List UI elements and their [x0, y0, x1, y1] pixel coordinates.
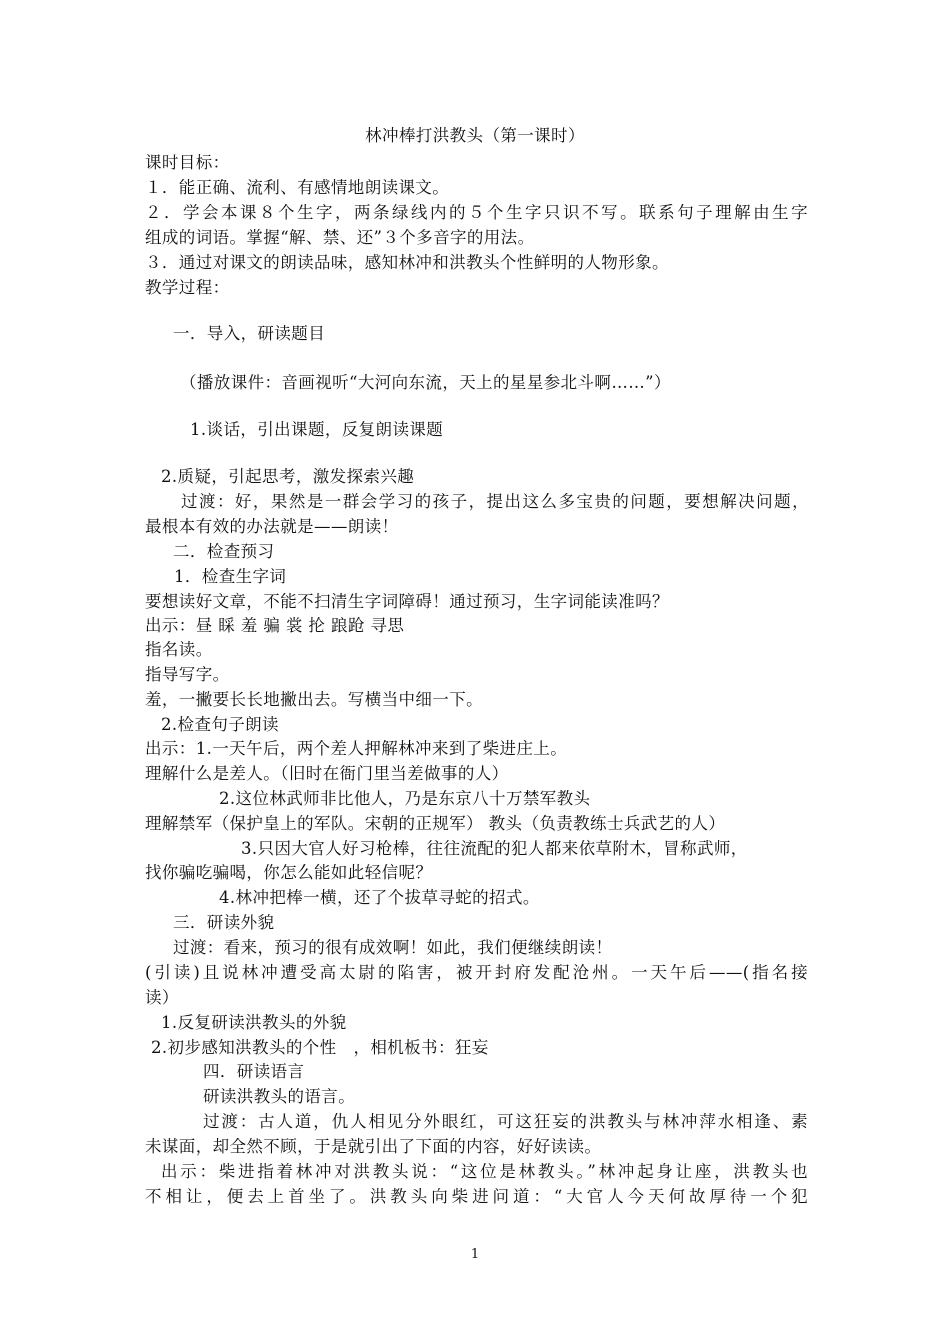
part-3-transition: 过渡：看来，预习的很有成效啊！如此，我们便继续朗读！: [173, 938, 613, 957]
part-4-transition-line-2: 未谋面，却全然不顾，于是就引出了下面的内容，好好读读。: [145, 1137, 602, 1156]
part-1-step-1: 1.谈话，引出课题，反复朗读课题: [190, 420, 444, 439]
part-3-step-1: 1.反复研读洪教头的外貌: [161, 1013, 347, 1032]
part-2-sentence-4: 4.林冲把棒一横，还了个拔草寻蛇的招式。: [219, 888, 540, 907]
section-heading-process: 教学过程：: [145, 278, 230, 297]
part-2-step-1: 1．检查生字词: [174, 567, 287, 586]
objective-3: ３．通过对课文的朗读品味，感知林冲和洪教头个性鲜明的人物形象。: [145, 253, 669, 272]
part-2-heading: 二．检查预习: [173, 542, 275, 561]
part-1-step-2: 2.质疑，引起思考，激发探索兴趣: [161, 467, 415, 486]
objective-2-line-1: ２．学会本课８个生字，两条绿线内的５个生字只识不写。联系句子理解由生字: [145, 203, 808, 222]
part-2-call-names: 指名读。: [145, 640, 213, 659]
part-1-heading: 一．导入，研读题目: [173, 324, 326, 343]
section-heading-objectives: 课时目标：: [145, 153, 230, 172]
part-2-sentence-1: 出示：1.一天午后，两个差人押解林冲来到了柴进庄上。: [145, 739, 568, 758]
part-2-question: 要想读好文章，不能不扫清生字词障碍！通过预习，生字词能读准吗？: [145, 592, 669, 611]
page-number: 1: [470, 1247, 480, 1262]
part-4-transition-line-1: 过渡：古人道，仇人相见分外眼红，可这狂妄的洪教头与林冲萍水相逢、素: [203, 1112, 808, 1131]
part-2-sentence-3-line-1: 3.只因大官人好习枪棒，往往流配的犯人都来依草附木，冒称武师，: [241, 839, 748, 858]
objective-2-line-2: 组成的词语。掌握“解、禁、还”３个多音字的用法。: [145, 228, 535, 247]
part-2-writing-tip: 羞，一撇要长长地撇出去。写横当中细一下。: [145, 690, 483, 709]
part-2-explain-1: 理解什么是差人。（旧时在衙门里当差做事的人）: [145, 764, 509, 783]
part-4-excerpt-line-2: 不相让，便去上首坐了。洪教头向柴进问道：“大官人今天何故厚待一个犯: [145, 1187, 808, 1206]
part-2-guide-writing: 指导写字。: [145, 665, 230, 684]
part-1-transition-line-1: 过渡：好，果然是一群会学习的孩子，提出这么多宝贵的问题，要想解决问题，: [181, 492, 809, 511]
part-2-sentence-3-line-2: 找你骗吃骗喝，你怎么能如此轻信呢？: [145, 863, 433, 882]
part-2-explain-2: 理解禁军（保护皇上的军队。宋朝的正规军） 教头（负责教练士兵武艺的人）: [145, 814, 726, 833]
part-1-transition-line-2: 最根本有效的办法就是——朗读！: [145, 517, 399, 536]
part-4-intro: 研读洪教头的语言。: [203, 1087, 356, 1106]
part-2-step-2: 2.检查句子朗读: [161, 715, 279, 734]
part-4-heading: 四．研读语言: [203, 1062, 305, 1081]
part-4-excerpt-line-1: 出示：柴进指着林冲对洪教头说：“这位是林教头。”林冲起身让座，洪教头也: [161, 1162, 808, 1181]
document-title: 林冲棒打洪教头（第一课时）: [365, 126, 585, 145]
part-3-step-2: 2.初步感知洪教头的个性 ，相机板书：狂妄: [151, 1038, 489, 1057]
part-3-lead-read-line-2: 读）: [145, 988, 179, 1007]
part-1-courseware-note: （播放课件：音画视听“大河向东流，天上的星星参北斗啊……”）: [180, 373, 671, 392]
part-3-lead-read-line-1: (引读)且说林冲遭受高太尉的陷害，被开封府发配沧州。一天午后——(指名接: [145, 963, 808, 982]
objective-1: １．能正确、流利、有感情地朗读课文。: [145, 178, 450, 197]
part-2-sentence-2: 2.这位林武师非比他人，乃是东京八十万禁军教头: [219, 789, 591, 808]
part-2-vocabulary: 出示：昼 睬 羞 骗 裳 抡 踉跄 寻思: [145, 616, 405, 635]
part-3-heading: 三．研读外貌: [173, 913, 275, 932]
